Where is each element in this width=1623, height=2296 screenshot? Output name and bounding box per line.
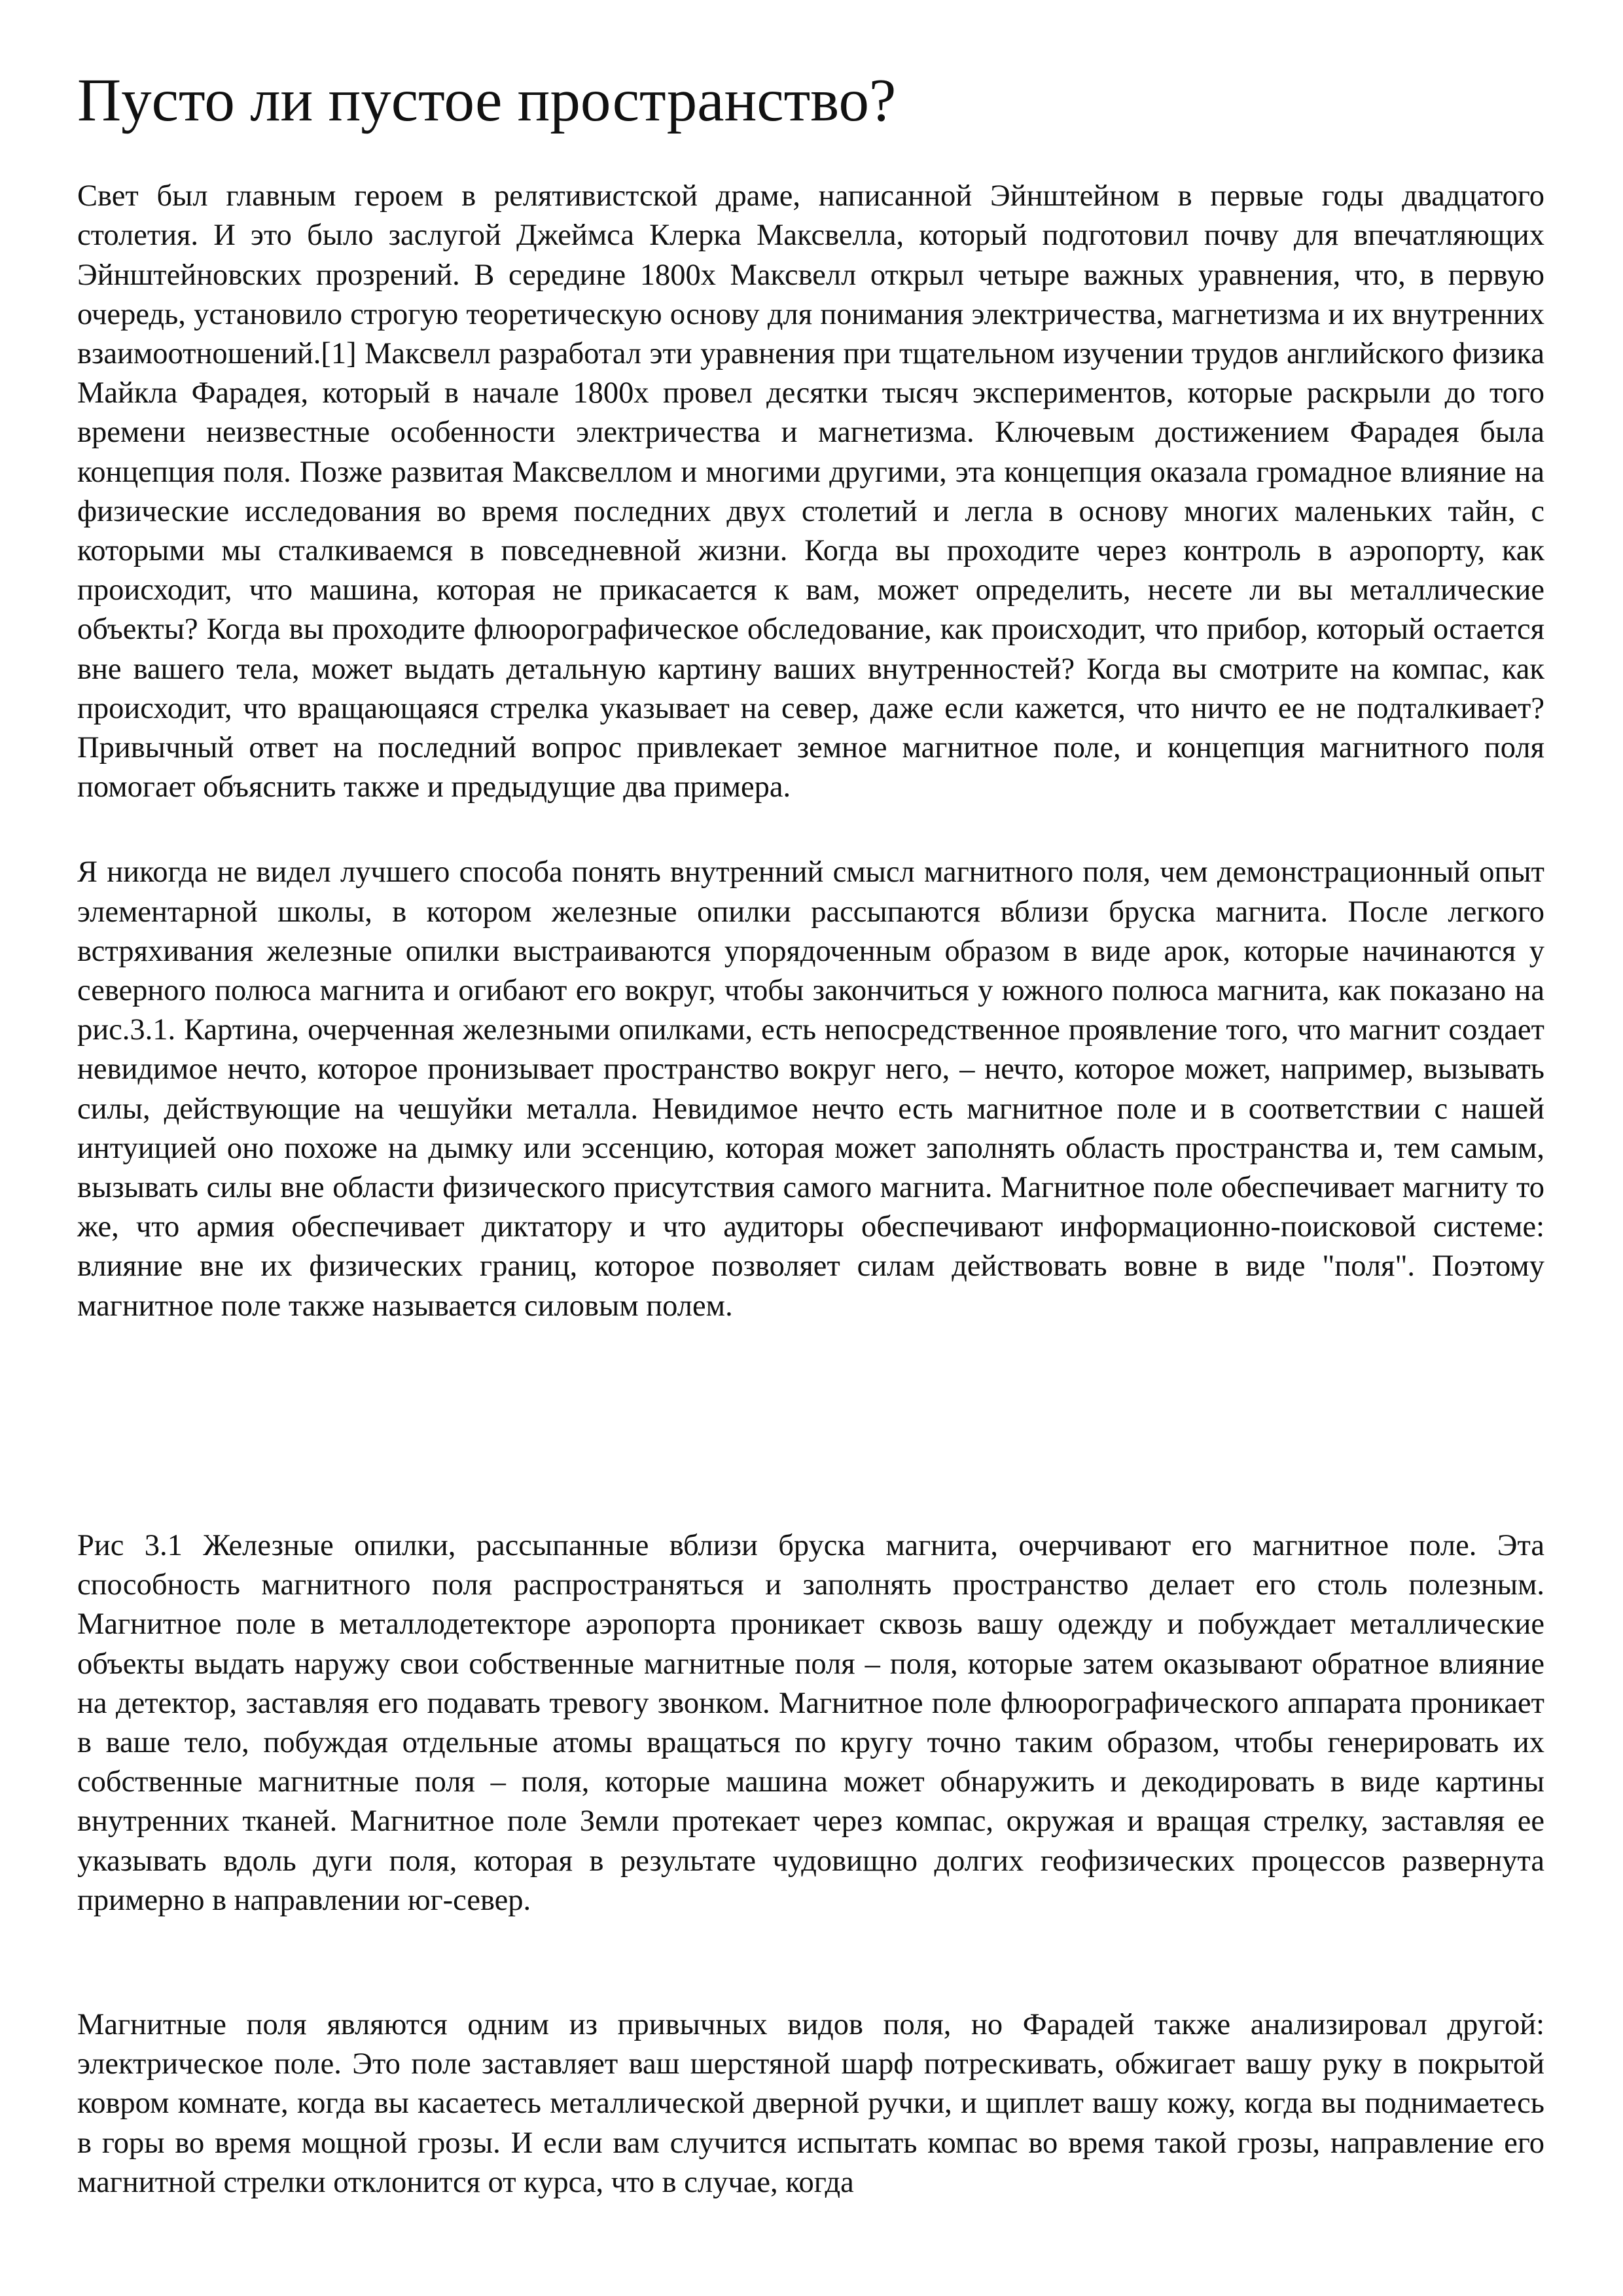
document-title: Пусто ли пустое пространство? (77, 67, 897, 134)
document-page (77, 67, 1544, 2202)
paragraph-magnetic-field: Я никогда не видел лучшего способа понять внутренний смысл магнитного поля, чем демонстрационный опыт элементарной школы, в котором железные опилки рассыпаются вблизи бруска магнита. После легкого встряхивания железные опилки выстраиваются упорядоченным образом в виде арок, которые начинаются у северного полюса магнита и огибают его вокруг, чтобы закончиться у южного полюса магнита, как показано на рис.3.1. Картина, очерченная железными опилками, есть непосредственное проявление того, что магнит создает невидимое нечто, которое пронизывает пространство вокруг него, – нечто, которое может, например, вызывать силы, действующие на чешуйки металла. Невидимое нечто есть магнитное поле и в соответствии с нашей интуицией оно похоже на дымку или эссенцию, которая может заполнять область пространства и, тем самым, вызывать силы вне области физического присутствия самого магнита. Магнитное поле обеспечивает магниту то же, что армия обеспечивает диктатору и что аудиторы обеспечивают информационно-поисковой системе: влияние вне их физических границ, которое позволяет силам действовать вовне в виде "поля". Поэтому магнитное поле также называется силовым полем. (77, 855, 1544, 1323)
figure-placeholder-space (77, 1326, 1544, 1526)
figure-caption-paragraph: Рис 3.1 Железные опилки, рассыпанные вблизи бруска магнита, очерчивают его магнитное поле. Эта способность магнитного поля распространяться и заполнять пространство делает его столь полезным. Магнитное поле в металлодетекторе аэропорта проникает сквозь вашу одежду и побуждает металлические объекты выдать наружу свои собственные магнитные поля – поля, которые затем оказывают обратное влияние на детектор, заставляя его подавать тревогу звонком. Магнитное поле флюорографического аппарата проникает в ваше тело, побуждая отдельные атомы вращаться по кругу точно таким образом, чтобы генерировать их собственные магнитные поля – поля, которые машина может обнаружить и декодировать в виде картины внутренних тканей. Магнитное поле Земли протекает через компас, окружая и вращая стрелку, заставляя ее указывать вдоль дуги поля, которая в результате чудовищно долгих геофизических процессов развернута примерно в направлении юг-север. (77, 1528, 1544, 1917)
paragraph-electric-field: Магнитные поля являются одним из привычных видов поля, но Фарадей также анализировал другой: электрическое поле. Это поле заставляет ваш шерстяной шарф потрескивать, обжигает вашу руку в покрытой ковром комнате, когда вы касаетесь металлической дверной ручки, и щиплет вашу кожу, когда вы поднимаетесь в горы во время мощной грозы. И если вам случится испытать компас во время такой грозы, направление его магнитной стрелки отклонится от курса, что в случае, когда (77, 2007, 1544, 2199)
spacer (77, 1920, 1544, 2005)
spacer (77, 807, 1544, 853)
paragraph-maxwell-intro: Свет был главным героем в релятивистской драме, написанной Эйнштейном в первые годы двадцатого столетия. И это было заслугой Джеймса Клерка Максвелла, который подготовил почву для впечатляющих Эйнштейновских прозрений. В середине 1800х Максвелл открыл четыре важных уравнения, что, в первую очередь, установило строгую теоретическую основу для понимания электричества, магнетизма и их внутренних взаимоотношений.[1] Максвелл разработал эти уравнения при тщательном изучении трудов английского физика Майкла Фарадея, который в начале 1800х провел десятки тысяч экспериментов, которые раскрыли до того времени неизвестные особенности электричества и магнетизма. Ключевым достижением Фарадея была концепция поля. Позже развитая Максвеллом и многими другими, эта концепция оказала громадное влияние на физические исследования во время последних двух столетий и легла в основу многих маленьких тайн, с которыми мы сталкиваемся в повседневной жизни. Когда вы проходите через контроль в аэропорту, как происходит, что машина, которая не прикасается к вам, может определить, несете ли вы металлические объекты? Когда вы проходите флюорографическое обследование, как происходит, что прибор, который остается вне вашего тела, может выдать детальную картину ваших внутренностей? Когда вы смотрите на компас, как происходит, что вращающаяся стрелка указывает на север, даже если кажется, что ничто ее не подталкивает? Привычный ответ на последний вопрос привлекает земное магнитное поле, и концепция магнитного поля помогает объяснить также и предыдущие два примера. (77, 179, 1544, 804)
